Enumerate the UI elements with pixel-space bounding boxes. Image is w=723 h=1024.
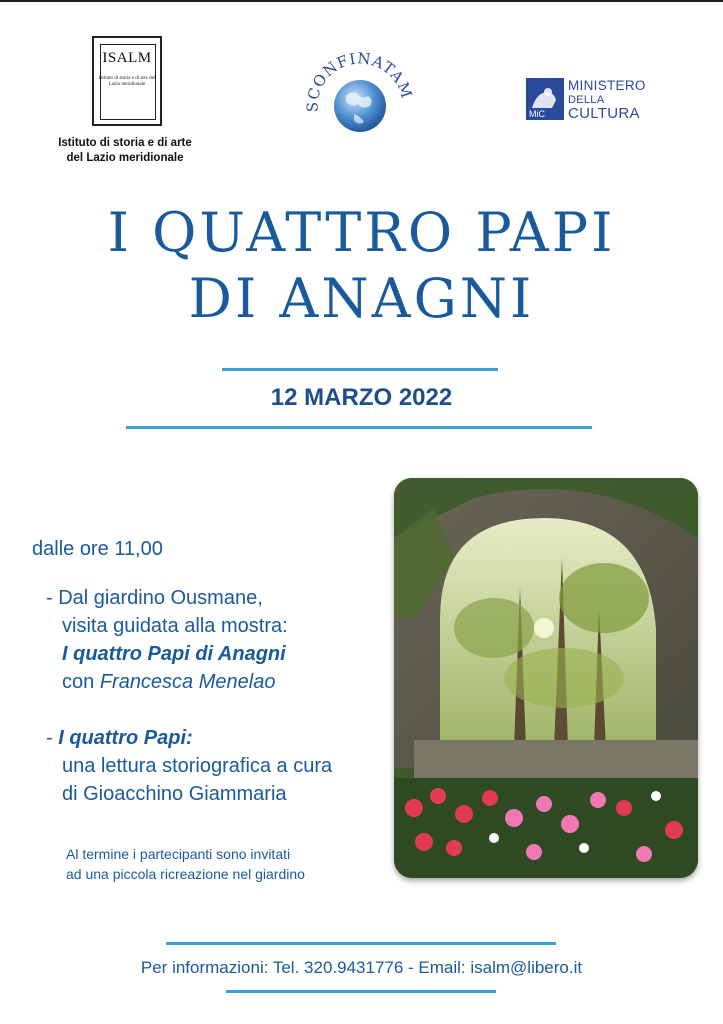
isalm-caption	[40, 136, 210, 166]
closing-note	[66, 844, 305, 884]
program-item-1	[46, 584, 288, 696]
program-item-2	[46, 724, 332, 808]
isalm-logo-subtitle: Istituto di storia e di arte del Lazio meridionale	[98, 76, 156, 87]
contact-info: Per informazioni: Tel. 320.9431776 - Email: isalm@libero.it	[140, 958, 583, 977]
isalm-caption-line1: Istituto di storia e di arte	[58, 137, 192, 149]
svg-text:MiC: MiC	[529, 109, 545, 119]
divider-above-contact	[166, 942, 556, 945]
item1-line1: - Dal giardino Ousmane,	[46, 587, 263, 609]
item1-exhibition-title: I quattro Papi di Anagni	[62, 643, 286, 665]
event-date: 12 MARZO 2022	[270, 384, 453, 411]
garden-arch-photo	[394, 478, 698, 878]
note-line2: ad una piccola ricreazione nel giardino	[66, 866, 305, 882]
isalm-logo	[92, 36, 162, 126]
isalm-logo-text: ISALM	[102, 50, 152, 66]
top-border	[0, 0, 723, 2]
divider-top	[222, 368, 498, 371]
item2-title: I quattro Papi:	[58, 727, 193, 749]
sconfinatamente-logo	[302, 50, 418, 150]
item1-guide-name: Francesca Menelao	[99, 671, 276, 693]
item2-line2: una lettura storiografica a cura	[62, 755, 333, 777]
divider-below-contact	[226, 990, 496, 993]
item2-dash: -	[46, 727, 59, 749]
start-time: dalle ore 11,00	[32, 538, 163, 560]
item2-line3: di Gioacchino Giammaria	[62, 783, 287, 805]
ministero-line3: CULTURA	[568, 105, 640, 122]
isalm-caption-line2: del Lazio meridionale	[66, 152, 184, 164]
sconfinata-arc-text: SCONFINATAM	[303, 50, 416, 113]
ministero-line2: DELLA	[568, 94, 605, 106]
ministero-line1: MINISTERO	[568, 78, 646, 93]
main-title	[0, 200, 723, 332]
note-line1: Al termine i partecipanti sono invitati	[66, 846, 291, 862]
title-line2: DI ANAGNI	[188, 267, 535, 330]
mic-mark-icon	[526, 78, 564, 120]
item1-line2: visita guidata alla mostra:	[62, 615, 288, 637]
divider-under-date	[126, 426, 592, 429]
ministero-cultura-logo	[526, 78, 666, 124]
title-line1: I QUATTRO PAPI	[107, 201, 616, 264]
item1-con: con	[62, 671, 100, 693]
